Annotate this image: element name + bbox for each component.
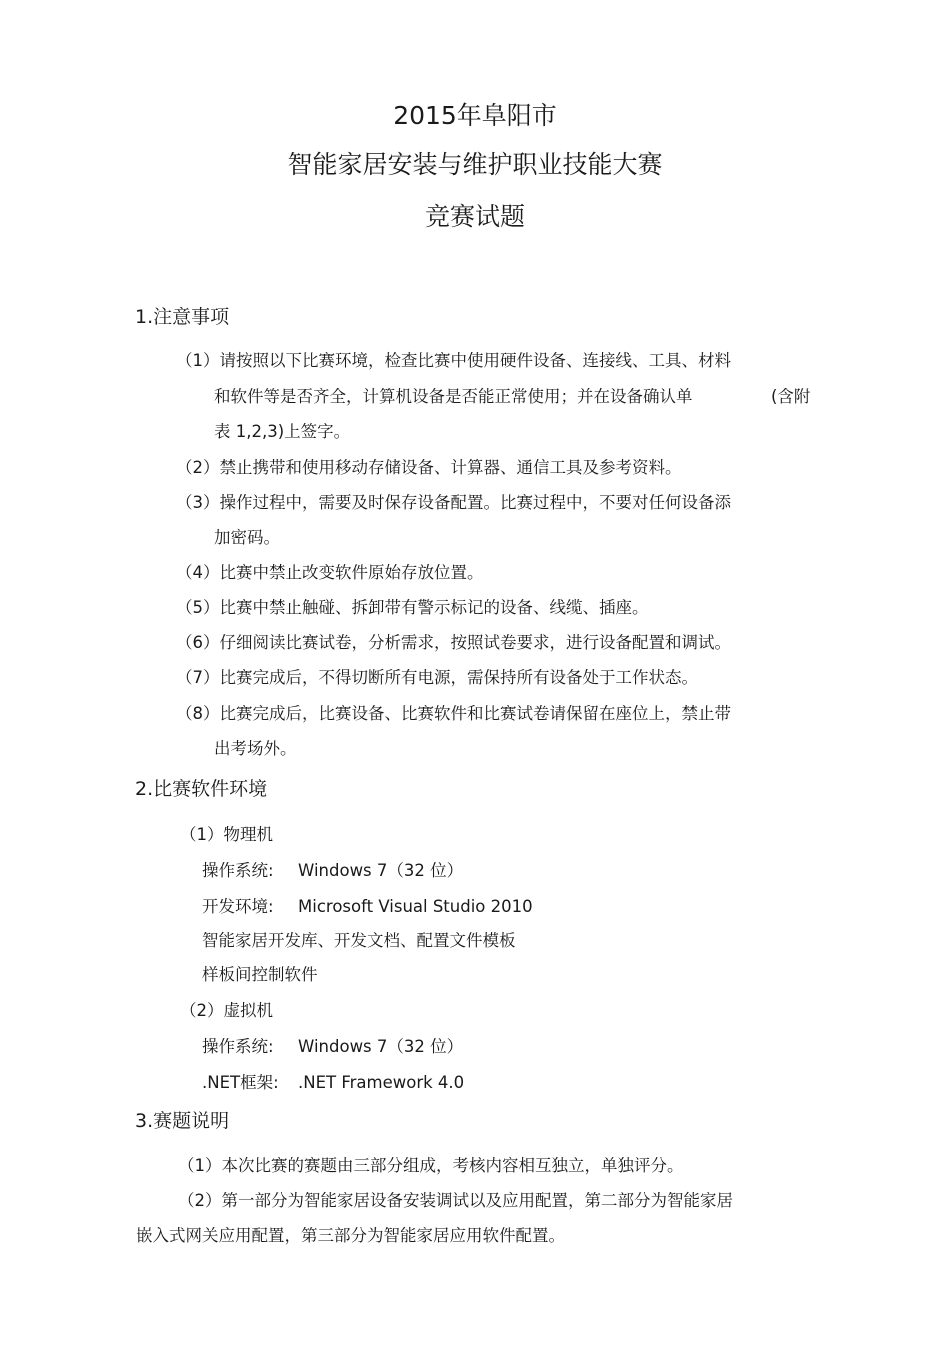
- note-item-8-line-1: （8）比赛完成后，比赛设备、比赛软件和比赛试卷请保留在座位上，禁止带: [176, 704, 731, 723]
- net-label: .NET框架:: [202, 1073, 279, 1092]
- exam-note-1: （1）本次比赛的赛题由三部分组成，考核内容相互独立，单独评分。: [178, 1156, 684, 1175]
- exam-note-2-line-2: 嵌入式网关应用配置，第三部分为智能家居应用软件配置。: [136, 1226, 565, 1245]
- note-item-7: （7）比赛完成后，不得切断所有电源，需保持所有设备处于工作状态。: [176, 668, 698, 687]
- doc-title-year-city: 2015年阜阳市: [393, 101, 557, 130]
- physical-control-software: 样板间控制软件: [202, 965, 318, 984]
- virtual-machine-label: （2）虚拟机: [180, 1001, 273, 1020]
- note-item-1-line-1: （1）请按照以下比赛环境，检查比赛中使用硬件设备、连接线、工具、材料: [176, 351, 731, 370]
- physical-os-row: [202, 860, 463, 882]
- virtual-os-row: [202, 1036, 463, 1058]
- os-label: 操作系统:: [202, 1037, 274, 1056]
- note-item-2: （2）禁止携带和使用移动存储设备、计算器、通信工具及参考资料。: [176, 458, 682, 477]
- note-item-3-line-2: 加密码。: [214, 528, 280, 547]
- note-item-1-line-2: 和软件等是否齐全，计算机设备是否能正常使用；并在设备确认单: [214, 387, 693, 406]
- note-item-5: （5）比赛中禁止触碰、拆卸带有警示标记的设备、线缆、插座。: [176, 598, 649, 617]
- virtual-net-row: [202, 1072, 464, 1094]
- physical-dev-libs: 智能家居开发库、开发文档、配置文件模板: [202, 931, 516, 950]
- section-heading-software-env: 2.比赛软件环境: [135, 778, 268, 800]
- note-item-1-line-2-tail: (含附: [771, 387, 811, 406]
- os-value: Windows 7（32 位）: [298, 1037, 464, 1056]
- doc-title-competition: 智能家居安装与维护职业技能大赛: [287, 150, 663, 179]
- note-item-4: （4）比赛中禁止改变软件原始存放位置。: [176, 563, 484, 582]
- dev-value: Microsoft Visual Studio 2010: [298, 897, 533, 916]
- note-item-8-line-2: 出考场外。: [214, 739, 297, 758]
- exam-note-2-line-1: （2）第一部分为智能家居设备安装调试以及应用配置，第二部分为智能家居: [178, 1191, 733, 1210]
- os-label: 操作系统:: [202, 861, 274, 880]
- item-number: （1）: [176, 351, 220, 370]
- note-item-3-line-1: （3）操作过程中，需要及时保存设备配置。比赛过程中，不要对任何设备添: [176, 493, 731, 512]
- section-heading-exam-notes: 3.赛题说明: [135, 1110, 230, 1132]
- net-value: .NET Framework 4.0: [298, 1073, 465, 1092]
- os-value: Windows 7（32 位）: [298, 861, 464, 880]
- note-item-1-line-3: 表 1,2,3)上签字。: [214, 422, 351, 441]
- physical-dev-row: [202, 896, 533, 918]
- doc-title-exam: 竞赛试题: [424, 202, 525, 231]
- note-item-6: （6）仔细阅读比赛试卷，分析需求，按照试卷要求，进行设备配置和调试。: [176, 633, 731, 652]
- physical-machine-label: （1）物理机: [180, 825, 273, 844]
- section-heading-notes: 1.注意事项: [135, 306, 230, 328]
- dev-label: 开发环境:: [202, 897, 274, 916]
